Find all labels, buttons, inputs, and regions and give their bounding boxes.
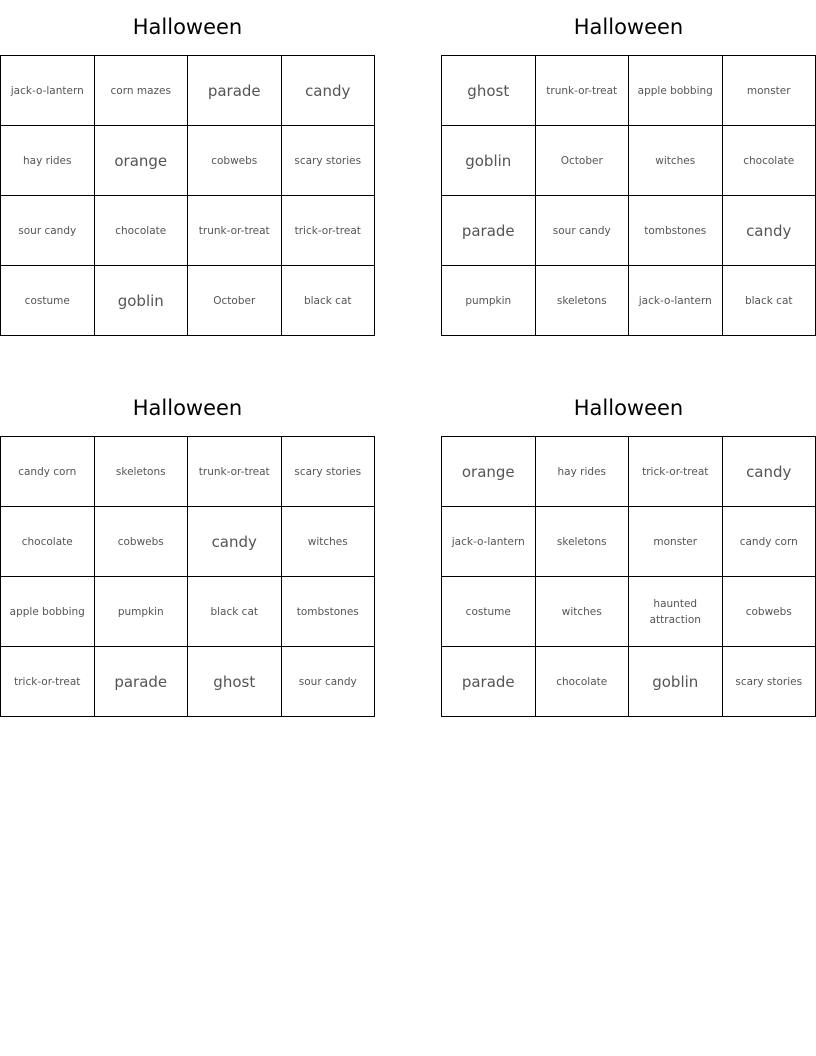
bingo-cell: skeletons [536,507,630,577]
bingo-cell: apple bobbing [1,577,95,647]
bingo-cell: monster [629,507,723,577]
bingo-cell: hay rides [1,126,95,196]
card-title: Halloween [132,15,243,39]
bingo-cell: candy [723,437,816,507]
bingo-cell: costume [1,266,95,336]
bingo-cell: scary stories [723,647,816,717]
bingo-cell: October [536,126,630,196]
bingo-cell: trick-or-treat [629,437,723,507]
bingo-cell: witches [536,577,630,647]
bingo-cell: chocolate [536,647,630,717]
bingo-cell: goblin [629,647,723,717]
bingo-card [441,381,816,717]
bingo-cell: parade [95,647,189,717]
bingo-cell: haunted attraction [629,577,723,647]
bingo-cell: scary stories [282,437,376,507]
bingo-cell: candy [723,196,816,266]
bingo-cell: costume [442,577,536,647]
bingo-cell: candy [282,56,376,126]
bingo-cell: ghost [442,56,536,126]
bingo-cell: parade [442,196,536,266]
bingo-cell: parade [442,647,536,717]
bingo-cell: apple bobbing [629,56,723,126]
bingo-cell: ghost [188,647,282,717]
bingo-cell: skeletons [95,437,189,507]
bingo-cell: October [188,266,282,336]
bingo-cell: witches [629,126,723,196]
bingo-cell: orange [95,126,189,196]
bingo-cell: chocolate [1,507,95,577]
bingo-cell: trick-or-treat [282,196,376,266]
bingo-cell: tombstones [282,577,376,647]
bingo-card [0,381,375,717]
bingo-grid [0,436,375,717]
bingo-cell: monster [723,56,816,126]
bingo-cell: pumpkin [442,266,536,336]
bingo-cell: sour candy [282,647,376,717]
bingo-card [0,0,375,336]
bingo-cell: orange [442,437,536,507]
bingo-cell: jack-o-lantern [442,507,536,577]
bingo-cell: trunk-or-treat [536,56,630,126]
bingo-cell: black cat [723,266,816,336]
bingo-cell: scary stories [282,126,376,196]
bingo-cell: cobwebs [723,577,816,647]
bingo-cell: candy [188,507,282,577]
bingo-grid [441,436,816,717]
bingo-cell: corn mazes [95,56,189,126]
bingo-cell: chocolate [723,126,816,196]
bingo-cell: pumpkin [95,577,189,647]
bingo-grid [0,55,375,336]
card-title: Halloween [573,15,684,39]
bingo-cell: parade [188,56,282,126]
bingo-cell: black cat [188,577,282,647]
bingo-cell: trunk-or-treat [188,437,282,507]
bingo-cell: trick-or-treat [1,647,95,717]
card-title: Halloween [132,396,243,420]
bingo-cell: candy corn [723,507,816,577]
bingo-cell: sour candy [536,196,630,266]
bingo-cell: cobwebs [188,126,282,196]
bingo-cell: candy corn [1,437,95,507]
bingo-cell: jack-o-lantern [629,266,723,336]
bingo-cell: skeletons [536,266,630,336]
bingo-cell: chocolate [95,196,189,266]
bingo-cell: cobwebs [95,507,189,577]
bingo-cell: witches [282,507,376,577]
card-title: Halloween [573,396,684,420]
bingo-cell: goblin [442,126,536,196]
bingo-cell: jack-o-lantern [1,56,95,126]
bingo-cell: black cat [282,266,376,336]
bingo-cell: sour candy [1,196,95,266]
bingo-card [441,0,816,336]
bingo-cell: trunk-or-treat [188,196,282,266]
bingo-grid [441,55,816,336]
bingo-cell: goblin [95,266,189,336]
bingo-cell: hay rides [536,437,630,507]
bingo-cell: tombstones [629,196,723,266]
